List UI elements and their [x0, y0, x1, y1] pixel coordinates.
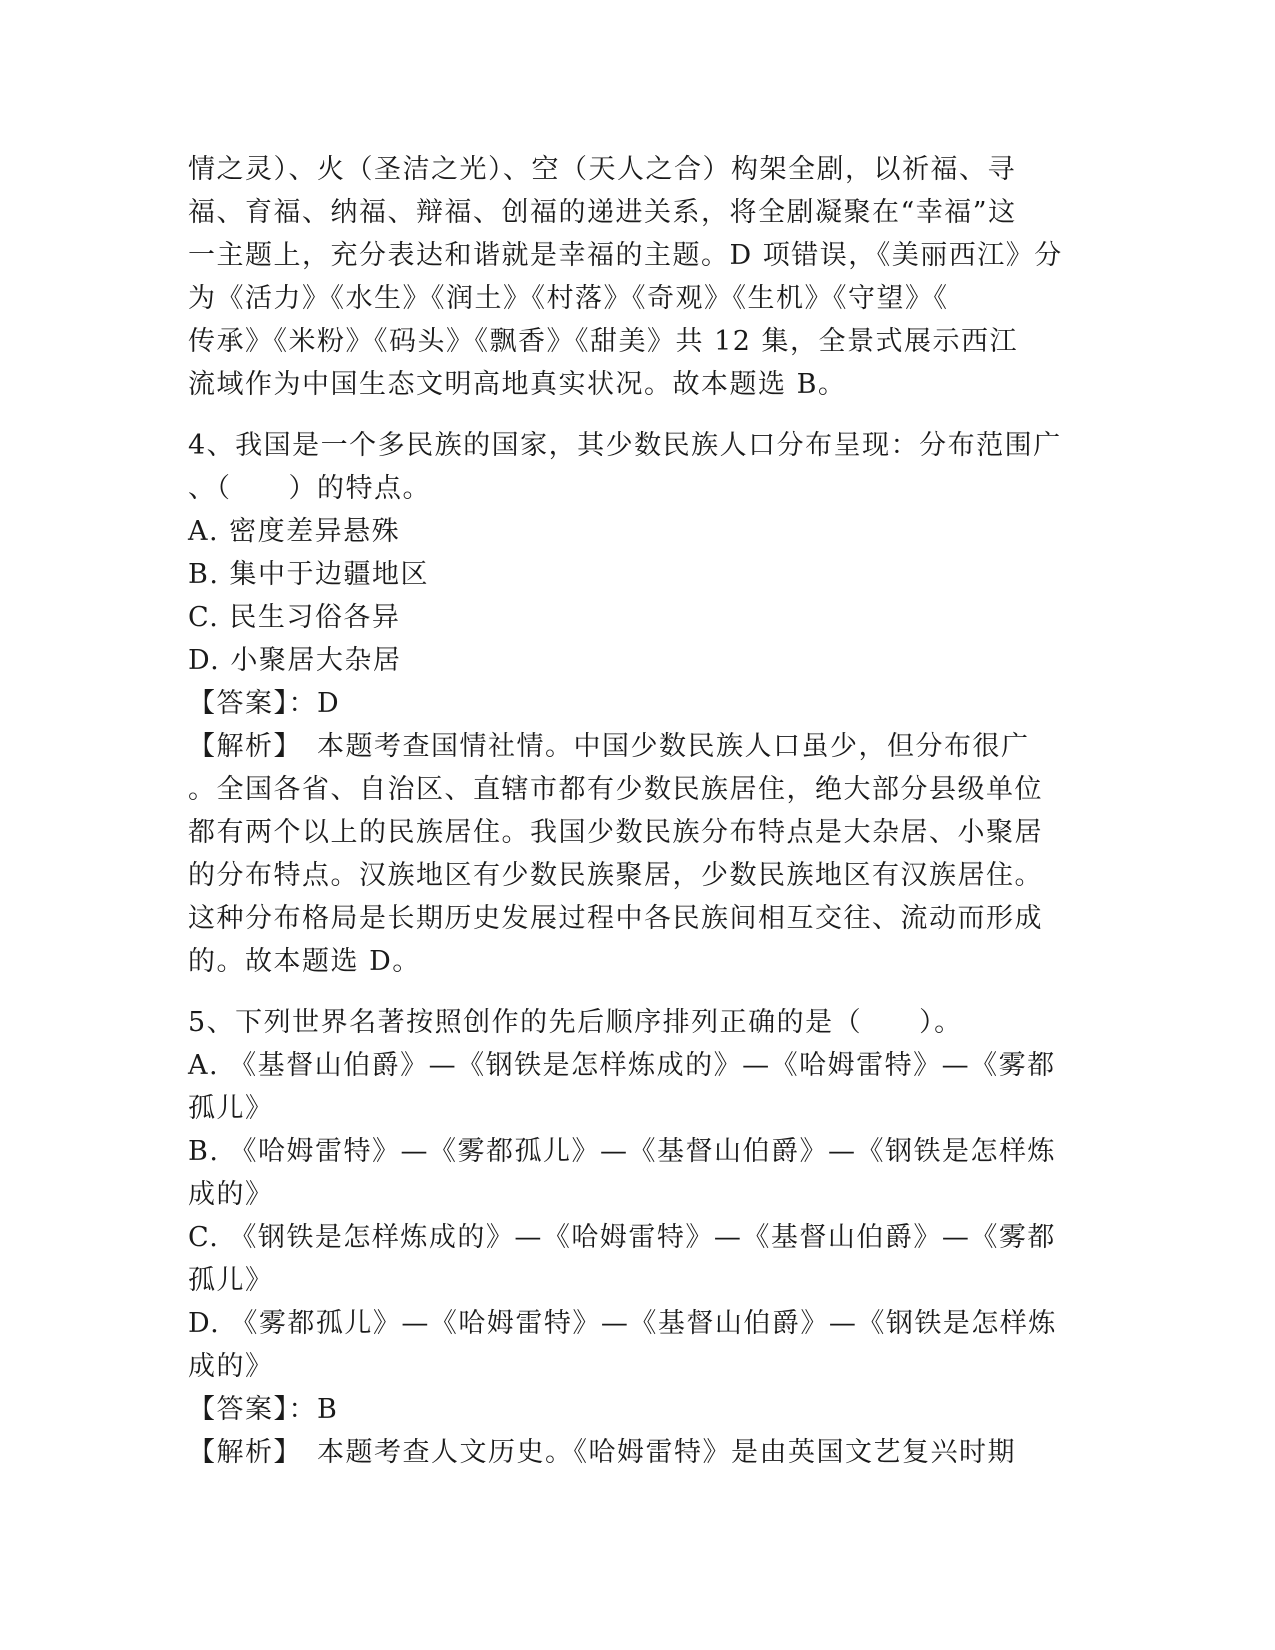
option-b-continued: 成的》 [188, 1179, 274, 1210]
answer-line: 【答案】：B [188, 1394, 339, 1425]
explanation-line: 【解析】 本题考查国情社情。中国少数民族人口虽少，但分布很广 [188, 731, 1030, 762]
text-line: 一主题上，充分表达和谐就是幸福的主题。D 项错误，《美丽西江》分 [188, 240, 1063, 271]
option-b: B. 《哈姆雷特》—《雾都孤儿》—《基督山伯爵》—《钢铁是怎样炼 [188, 1136, 1057, 1167]
option-d-continued: 成的》 [188, 1351, 274, 1382]
paragraph-gap [188, 983, 1088, 1001]
question-4 [188, 424, 1088, 983]
option-a-continued: 孤儿》 [188, 1093, 274, 1124]
text-line: 为《活力》《水生》《润土》《村落》《奇观》《生机》《守望》《 [188, 283, 949, 314]
paragraph-gap [188, 406, 1088, 424]
option-c-continued: 孤儿》 [188, 1265, 274, 1296]
option-c: C. 《钢铁是怎样炼成的》—《哈姆雷特》—《基督山伯爵》—《雾都 [188, 1222, 1056, 1253]
option-c: C. 民生习俗各异 [188, 602, 401, 633]
text-line: 福、育福、纳福、辩福、创福的递进关系，将全剧凝聚在“幸福”这 [188, 197, 1017, 228]
text-line: 流域作为中国生态文明高地真实状况。故本题选 B。 [188, 369, 847, 400]
option-d: D. 《雾都孤儿》—《哈姆雷特》—《基督山伯爵》—《钢铁是怎样炼 [188, 1308, 1057, 1339]
option-a: A. 密度差异悬殊 [188, 516, 401, 547]
answer-line: 【答案】：D [188, 688, 341, 719]
option-b: B. 集中于边疆地区 [188, 559, 430, 590]
explanation-line: 都有两个以上的民族居住。我国少数民族分布特点是大杂居、小聚居 [188, 817, 1043, 848]
question-stem: 、（ ）的特点。 [188, 473, 431, 504]
text-line: 情之灵）、火（圣洁之光）、空（天人之合）构架全剧，以祈福、寻 [188, 154, 1016, 185]
option-d: D. 小聚居大杂居 [188, 645, 402, 676]
explanation-line: 【解析】 本题考查人文历史。《哈姆雷特》是由英国文艺复兴时期 [188, 1437, 1016, 1468]
option-a: A. 《基督山伯爵》—《钢铁是怎样炼成的》—《哈姆雷特》—《雾都 [188, 1050, 1056, 1081]
explanation-line: 的。故本题选 D。 [188, 946, 421, 977]
question-stem: 4、我国是一个多民族的国家，其少数民族人口分布呈现：分布范围广 [188, 430, 1062, 461]
explanation-line: 这种分布格局是长期历史发展过程中各民族间相互交往、流动而形成 [188, 903, 1043, 934]
question-stem: 5、下列世界名著按照创作的先后顺序排列正确的是（ ）。 [188, 1007, 963, 1038]
explanation-line: 。全国各省、自治区、直辖市都有少数民族居住，绝大部分县级单位 [188, 774, 1043, 805]
text-line: 传承》《米粉》《码头》《飘香》《甜美》共 12 集，全景式展示西江 [188, 326, 1019, 357]
document-page [188, 148, 1088, 1474]
question-5 [188, 1001, 1088, 1474]
previous-question-explanation [188, 148, 1088, 406]
explanation-line: 的分布特点。汉族地区有少数民族聚居，少数民族地区有汉族居住。 [188, 860, 1043, 891]
